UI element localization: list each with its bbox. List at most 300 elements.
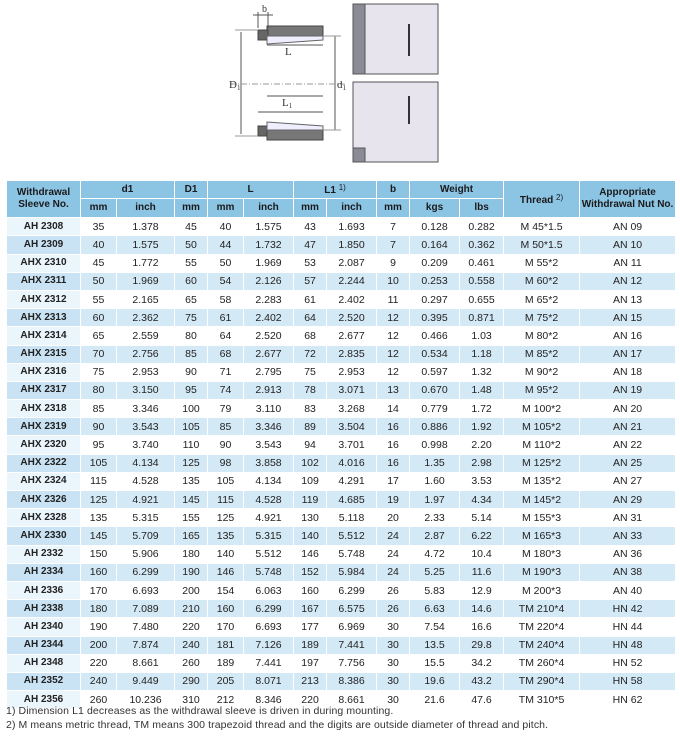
table-cell: 5.512	[327, 527, 377, 545]
table-cell: HN 62	[580, 691, 676, 709]
header-thread: Thread $^{2)}$	[504, 181, 580, 218]
sleeve-designation-cell: AH 2352	[7, 672, 81, 690]
table-cell: 6.22	[460, 527, 504, 545]
table-cell: 98	[208, 454, 244, 472]
table-cell: 14.6	[460, 600, 504, 618]
table-row	[7, 472, 676, 490]
table-cell: 16	[377, 436, 410, 454]
table-cell: 3.858	[244, 454, 294, 472]
sleeve-designation-cell: AHX 2312	[7, 290, 81, 308]
table-row	[7, 636, 676, 654]
table-cell: 1.575	[117, 236, 175, 254]
sleeve-designation-cell: AH 2309	[7, 236, 81, 254]
table-cell: 2.362	[117, 309, 175, 327]
sleeve-external-view	[353, 4, 438, 162]
table-cell: 6.693	[117, 581, 175, 599]
header-weight: Weight	[410, 181, 504, 199]
sleeve-designation-cell: AHX 2322	[7, 454, 81, 472]
table-cell: 80	[175, 327, 208, 345]
label-L1: L1	[282, 97, 293, 110]
table-cell: 3.543	[117, 418, 175, 436]
table-cell: AN 12	[580, 272, 676, 290]
table-row	[7, 381, 676, 399]
table-cell: 54	[208, 272, 244, 290]
table-cell: 2.756	[117, 345, 175, 363]
table-cell: 43	[294, 218, 327, 236]
table-cell: 140	[294, 527, 327, 545]
table-cell: 40	[208, 218, 244, 236]
table-cell: 290	[175, 672, 208, 690]
table-cell: 0.466	[410, 327, 460, 345]
table-cell: 50	[175, 236, 208, 254]
table-cell: 7.54	[410, 618, 460, 636]
table-cell: 3.346	[244, 418, 294, 436]
table-cell: 167	[294, 600, 327, 618]
table-cell: 2.33	[410, 509, 460, 527]
table-cell: 181	[208, 636, 244, 654]
table-cell: 212	[208, 691, 244, 709]
table-cell: 0.282	[460, 218, 504, 236]
table-cell: 0.128	[410, 218, 460, 236]
table-cell: 0.779	[410, 400, 460, 418]
table-cell: 240	[81, 672, 117, 690]
table-row	[7, 327, 676, 345]
sleeve-designation-cell: AHX 2319	[7, 418, 81, 436]
table-row	[7, 545, 676, 563]
sleeve-designation-cell: AH 2344	[7, 636, 81, 654]
table-cell: 5.315	[244, 527, 294, 545]
table-cell: 2.244	[327, 272, 377, 290]
header-L: L	[208, 181, 294, 199]
table-cell: 5.709	[117, 527, 175, 545]
table-cell: M 165*3	[504, 527, 580, 545]
table-cell: 4.921	[244, 509, 294, 527]
table-cell: 43.2	[460, 672, 504, 690]
sleeve-designation-cell: AHX 2315	[7, 345, 81, 363]
table-cell: 154	[208, 581, 244, 599]
table-cell: 13.5	[410, 636, 460, 654]
sleeve-designation-cell: AHX 2316	[7, 363, 81, 381]
table-cell: 74	[208, 381, 244, 399]
table-cell: 2.20	[460, 436, 504, 454]
table-cell: 12	[377, 309, 410, 327]
table-cell: 45	[81, 254, 117, 272]
table-cell: M 65*2	[504, 290, 580, 308]
label-d1: d1	[337, 79, 346, 92]
table-cell: 1.378	[117, 218, 175, 236]
table-cell: TM 220*4	[504, 618, 580, 636]
sleeve-designation-cell: AH 2348	[7, 654, 81, 672]
table-cell: 3.53	[460, 472, 504, 490]
table-cell: 189	[294, 636, 327, 654]
table-cell: 2.520	[244, 327, 294, 345]
table-row	[7, 272, 676, 290]
table-cell: 119	[294, 491, 327, 509]
table-cell: 1.35	[410, 454, 460, 472]
table-cell: 71	[208, 363, 244, 381]
table-cell: 125	[175, 454, 208, 472]
table-cell: 30	[377, 654, 410, 672]
table-cell: 11	[377, 290, 410, 308]
table-cell: 80	[81, 381, 117, 399]
table-cell: 11.6	[460, 563, 504, 581]
table-cell: 1.18	[460, 345, 504, 363]
table-cell: 8.346	[244, 691, 294, 709]
table-cell: AN 17	[580, 345, 676, 363]
table-cell: 4.528	[117, 472, 175, 490]
table-cell: 1.60	[410, 472, 460, 490]
table-cell: 180	[81, 600, 117, 618]
table-cell: 30	[377, 672, 410, 690]
table-cell: 4.134	[244, 472, 294, 490]
table-cell: AN 29	[580, 491, 676, 509]
table-cell: 75	[81, 363, 117, 381]
table-cell: 64	[294, 309, 327, 327]
table-cell: 220	[175, 618, 208, 636]
table-cell: 7.441	[244, 654, 294, 672]
table-cell: 75	[294, 363, 327, 381]
table-cell: 15.5	[410, 654, 460, 672]
table-cell: M 90*2	[504, 363, 580, 381]
table-cell: AN 38	[580, 563, 676, 581]
table-cell: 6.063	[244, 581, 294, 599]
table-cell: 3.543	[244, 436, 294, 454]
table-row	[7, 454, 676, 472]
table-cell: AN 33	[580, 527, 676, 545]
sleeve-designation-cell: AH 2334	[7, 563, 81, 581]
table-cell: M 190*3	[504, 563, 580, 581]
table-cell: 0.597	[410, 363, 460, 381]
table-cell: M 180*3	[504, 545, 580, 563]
table-cell: 170	[208, 618, 244, 636]
table-cell: 2.087	[327, 254, 377, 272]
table-cell: M 60*2	[504, 272, 580, 290]
table-cell: M 85*2	[504, 345, 580, 363]
table-cell: M 145*2	[504, 491, 580, 509]
table-cell: 70	[81, 345, 117, 363]
header-nut: Appropriate Withdrawal Nut No.	[580, 181, 676, 218]
table-cell: 4.291	[327, 472, 377, 490]
table-cell: AN 22	[580, 436, 676, 454]
table-cell: 24	[377, 527, 410, 545]
table-cell: 5.748	[244, 563, 294, 581]
table-cell: 2.126	[244, 272, 294, 290]
table-cell: 160	[81, 563, 117, 581]
table-cell: 83	[294, 400, 327, 418]
table-cell: 61	[208, 309, 244, 327]
unit-b-mm: mm	[377, 199, 410, 218]
unit-d1-inch: inch	[117, 199, 175, 218]
unit-L1-mm: mm	[294, 199, 327, 218]
table-cell: 9.449	[117, 672, 175, 690]
table-cell: TM 290*4	[504, 672, 580, 690]
table-row	[7, 563, 676, 581]
header-d1: d1	[81, 181, 175, 199]
table-cell: 5.315	[117, 509, 175, 527]
table-cell: 26	[377, 581, 410, 599]
table-cell: 30	[377, 636, 410, 654]
table-cell: 2.165	[117, 290, 175, 308]
table-cell: HN 44	[580, 618, 676, 636]
table-cell: 65	[175, 290, 208, 308]
table-cell: AN 27	[580, 472, 676, 490]
unit-d1-mm: mm	[81, 199, 117, 218]
table-cell: 1.48	[460, 381, 504, 399]
table-cell: 5.984	[327, 563, 377, 581]
table-cell: 3.268	[327, 400, 377, 418]
table-cell: 0.209	[410, 254, 460, 272]
sleeve-designation-cell: AH 2336	[7, 581, 81, 599]
table-cell: 160	[294, 581, 327, 599]
table-cell: 6.299	[327, 581, 377, 599]
table-cell: 0.558	[460, 272, 504, 290]
table-cell: 7.756	[327, 654, 377, 672]
table-cell: 40	[81, 236, 117, 254]
table-cell: TM 310*5	[504, 691, 580, 709]
table-cell: TM 210*4	[504, 600, 580, 618]
table-cell: 130	[294, 509, 327, 527]
table-cell: 10.236	[117, 691, 175, 709]
table-cell: 2.677	[244, 345, 294, 363]
table-cell: 3.150	[117, 381, 175, 399]
table-cell: 10	[377, 272, 410, 290]
table-cell: 2.283	[244, 290, 294, 308]
table-row	[7, 436, 676, 454]
table-cell: 85	[175, 345, 208, 363]
table-cell: M 135*2	[504, 472, 580, 490]
table-cell: 1.97	[410, 491, 460, 509]
table-row	[7, 491, 676, 509]
table-cell: AN 10	[580, 236, 676, 254]
table-cell: 20	[377, 509, 410, 527]
table-cell: 180	[175, 545, 208, 563]
table-cell: 2.835	[327, 345, 377, 363]
table-cell: 109	[294, 472, 327, 490]
table-cell: 9	[377, 254, 410, 272]
table-cell: 260	[81, 691, 117, 709]
table-cell: AN 19	[580, 381, 676, 399]
table-cell: 12	[377, 345, 410, 363]
header-L1: L1 $^{1)}$	[294, 181, 377, 199]
table-cell: 197	[294, 654, 327, 672]
table-cell: 1.693	[327, 218, 377, 236]
table-cell: 75	[175, 309, 208, 327]
table-cell: 6.63	[410, 600, 460, 618]
table-row	[7, 618, 676, 636]
table-cell: 1.732	[244, 236, 294, 254]
table-cell: 7	[377, 218, 410, 236]
table-cell: 65	[81, 327, 117, 345]
table-cell: 30	[377, 618, 410, 636]
footnote-1: 1) Dimension L1 decreases as the withdrawal sleeve is driven in during mounting.	[6, 705, 394, 717]
header-b: b	[377, 181, 410, 199]
table-cell: 5.512	[244, 545, 294, 563]
table-cell: 4.016	[327, 454, 377, 472]
table-cell: 50	[81, 272, 117, 290]
table-cell: HN 42	[580, 600, 676, 618]
table-cell: 7.480	[117, 618, 175, 636]
table-cell: 5.25	[410, 563, 460, 581]
table-cell: 14	[377, 400, 410, 418]
table-cell: 50	[208, 254, 244, 272]
table-row	[7, 527, 676, 545]
unit-L1-inch: inch	[327, 199, 377, 218]
table-row	[7, 218, 676, 236]
table-cell: 57	[294, 272, 327, 290]
table-cell: 7.126	[244, 636, 294, 654]
sleeve-designation-cell: AH 2338	[7, 600, 81, 618]
table-cell: HN 58	[580, 672, 676, 690]
table-cell: 5.906	[117, 545, 175, 563]
table-cell: 2.402	[327, 290, 377, 308]
table-cell: AN 40	[580, 581, 676, 599]
table-cell: 155	[175, 509, 208, 527]
table-cell: 24	[377, 545, 410, 563]
sleeve-designation-cell: AH 2356	[7, 691, 81, 709]
table-cell: 190	[175, 563, 208, 581]
table-cell: 0.395	[410, 309, 460, 327]
sleeve-designation-cell: AHX 2310	[7, 254, 81, 272]
table-cell: 7.089	[117, 600, 175, 618]
table-cell: 85	[81, 400, 117, 418]
table-cell: M 110*2	[504, 436, 580, 454]
table-cell: 61	[294, 290, 327, 308]
table-cell: 94	[294, 436, 327, 454]
table-cell: 150	[81, 545, 117, 563]
table-cell: 3.346	[117, 400, 175, 418]
table-cell: TM 240*4	[504, 636, 580, 654]
table-cell: 210	[175, 600, 208, 618]
table-cell: 95	[81, 436, 117, 454]
sleeve-designation-cell: AHX 2314	[7, 327, 81, 345]
table-cell: 4.72	[410, 545, 460, 563]
table-cell: 68	[294, 327, 327, 345]
table-cell: 125	[208, 509, 244, 527]
sleeve-designation-cell: AHX 2326	[7, 491, 81, 509]
sleeve-designation-cell: AH 2340	[7, 618, 81, 636]
table-row	[7, 290, 676, 308]
table-cell: 64	[208, 327, 244, 345]
table-cell: 310	[175, 691, 208, 709]
table-cell: 152	[294, 563, 327, 581]
table-cell: 115	[208, 491, 244, 509]
table-cell: M 55*2	[504, 254, 580, 272]
table-cell: 105	[175, 418, 208, 436]
table-cell: M 50*1.5	[504, 236, 580, 254]
table-cell: 4.34	[460, 491, 504, 509]
table-cell: 12	[377, 363, 410, 381]
table-cell: 2.98	[460, 454, 504, 472]
table-cell: 1.772	[117, 254, 175, 272]
table-cell: 145	[81, 527, 117, 545]
table-cell: 24	[377, 563, 410, 581]
table-cell: 190	[81, 618, 117, 636]
table-cell: 100	[175, 400, 208, 418]
table-cell: TM 260*4	[504, 654, 580, 672]
table-cell: 0.461	[460, 254, 504, 272]
table-cell: 2.953	[327, 363, 377, 381]
table-cell: 110	[175, 436, 208, 454]
table-cell: 7.441	[327, 636, 377, 654]
table-cell: 8.071	[244, 672, 294, 690]
table-cell: 0.534	[410, 345, 460, 363]
table-cell: 60	[81, 309, 117, 327]
table-cell: 60	[175, 272, 208, 290]
table-cell: 17	[377, 472, 410, 490]
withdrawal-sleeve-spec-table	[6, 180, 676, 709]
header-D1: D1	[175, 181, 208, 199]
table-cell: 135	[208, 527, 244, 545]
table-cell: M 75*2	[504, 309, 580, 327]
table-cell: 189	[208, 654, 244, 672]
table-cell: 102	[294, 454, 327, 472]
table-cell: 5.14	[460, 509, 504, 527]
table-cell: 0.164	[410, 236, 460, 254]
table-cell: HN 52	[580, 654, 676, 672]
table-row	[7, 400, 676, 418]
table-row	[7, 418, 676, 436]
table-cell: 16.6	[460, 618, 504, 636]
table-cell: AN 13	[580, 290, 676, 308]
table-cell: AN 31	[580, 509, 676, 527]
sleeve-designation-cell: AHX 2317	[7, 381, 81, 399]
table-cell: 146	[208, 563, 244, 581]
table-cell: 6.969	[327, 618, 377, 636]
table-cell: 2.87	[410, 527, 460, 545]
sleeve-designation-cell: AHX 2324	[7, 472, 81, 490]
table-cell: 26	[377, 600, 410, 618]
table-body	[7, 218, 676, 709]
sleeve-section-view	[230, 12, 345, 140]
table-cell: 1.850	[327, 236, 377, 254]
table-cell: 0.886	[410, 418, 460, 436]
table-cell: 220	[294, 691, 327, 709]
table-cell: 72	[294, 345, 327, 363]
table-cell: 146	[294, 545, 327, 563]
table-cell: 1.92	[460, 418, 504, 436]
table-cell: 125	[81, 491, 117, 509]
table-cell: 90	[175, 363, 208, 381]
unit-D1-mm: mm	[175, 199, 208, 218]
table-cell: M 80*2	[504, 327, 580, 345]
table-cell: 8.386	[327, 672, 377, 690]
sleeve-designation-cell: AHX 2330	[7, 527, 81, 545]
table-cell: 53	[294, 254, 327, 272]
table-cell: 7.874	[117, 636, 175, 654]
table-cell: 47.6	[460, 691, 504, 709]
table-cell: 4.134	[117, 454, 175, 472]
unit-L-inch: inch	[244, 199, 294, 218]
label-D1: D1	[229, 79, 241, 92]
table-cell: 0.670	[410, 381, 460, 399]
unit-weight-kgs: kgs	[410, 199, 460, 218]
table-cell: 0.871	[460, 309, 504, 327]
table-cell: 3.071	[327, 381, 377, 399]
table-cell: 95	[175, 381, 208, 399]
table-cell: 1.575	[244, 218, 294, 236]
table-cell: HN 48	[580, 636, 676, 654]
table-cell: 2.953	[117, 363, 175, 381]
footnote-2: 2) M means metric thread, TM means 300 trapezoid thread and the digits are outside diameter of thread and pitch.	[6, 719, 549, 731]
table-cell: 47	[294, 236, 327, 254]
table-cell: 135	[175, 472, 208, 490]
table-cell: 6.693	[244, 618, 294, 636]
sleeve-designation-cell: AHX 2320	[7, 436, 81, 454]
table-cell: 30	[377, 691, 410, 709]
table-cell: 6.299	[244, 600, 294, 618]
sleeve-designation-cell: AH 2332	[7, 545, 81, 563]
table-cell: M 200*3	[504, 581, 580, 599]
